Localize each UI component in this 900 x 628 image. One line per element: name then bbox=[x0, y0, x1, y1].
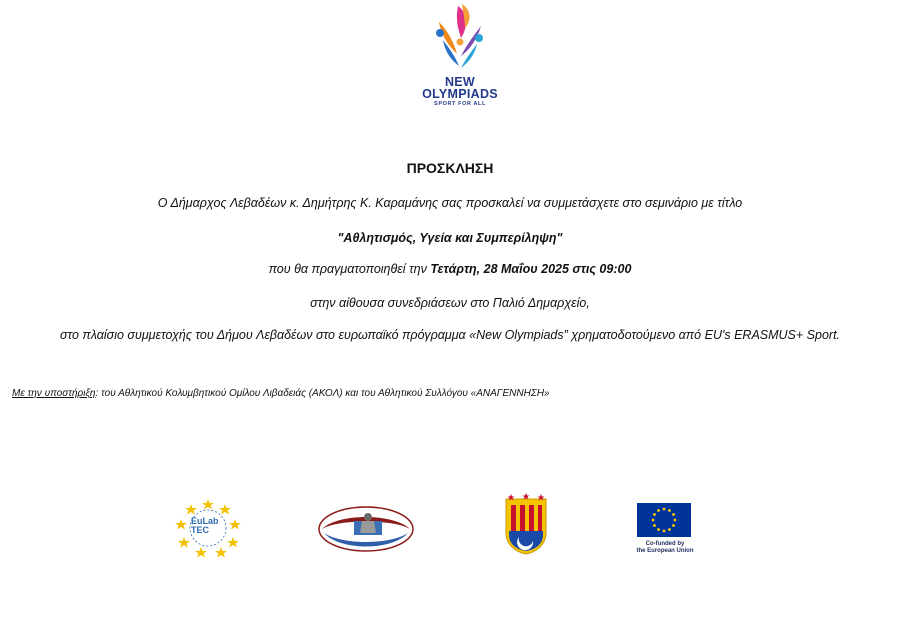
logo-name-line2: OLYMPIADS bbox=[422, 87, 498, 101]
eu-caption-line2: the European Union bbox=[636, 548, 694, 554]
eulab-tec-logo bbox=[175, 497, 241, 559]
akol-swimmer-icon bbox=[318, 505, 414, 553]
eulab-name-line2: TEC bbox=[191, 525, 209, 535]
eu-cofunded-logo bbox=[630, 503, 700, 555]
support-text: : του Αθλητικού Κολυμβητικού Ομίλου Λιβαδειάς (ΑΚΟΛ) και του Αθλητικού Συλλόγου «ΑΝΑΓΕΝΝΗΣΗ» bbox=[95, 388, 550, 399]
support-label: Με την υποστήριξη bbox=[12, 388, 96, 399]
new-olympiads-logo bbox=[405, 0, 515, 112]
logo-name-line1: NEW bbox=[444, 75, 476, 89]
support-note bbox=[12, 388, 550, 399]
invitation-title: ΠΡΟΣΚΛΗΣΗ bbox=[406, 160, 494, 176]
event-date: Τετάρτη, 28 Μαΐου 2025 στις 09:00 bbox=[430, 262, 632, 276]
municipality-crest bbox=[503, 493, 549, 555]
seminar-title: "Αθλητισμός, Υγεία και Συμπερίληψη" bbox=[337, 231, 563, 245]
event-when-prefix: που θα πραγματοποιηθεί την bbox=[268, 262, 431, 276]
event-where: στην αίθουσα συνεδριάσεων στο Παλιό Δημαρχείο, bbox=[310, 296, 590, 310]
olympiads-figure-icon bbox=[425, 0, 495, 74]
logo-tagline: SPORT FOR ALL bbox=[434, 101, 486, 107]
eu-flag-icon bbox=[637, 503, 691, 537]
invitation-intro: Ο Δήμαρχος Λεβαδέων κ. Δημήτρης Κ. Καραμάνης σας προσκαλεί να συμμετάσχετε στο σεμινάριο με τίτλο bbox=[157, 196, 743, 210]
eu-caption-line1: Co-funded by bbox=[645, 541, 685, 547]
event-when bbox=[0, 261, 900, 277]
eulab-name-line1: EuLab bbox=[191, 516, 219, 526]
event-context: στο πλαίσιο συμμετοχής του Δήμου Λεβαδέων στο ευρωπαϊκό πρόγραμμα «New Olympiads” χρηματοδοτούμενο από EU's ERASMUS+ Sport. bbox=[59, 328, 841, 342]
levadia-coat-of-arms-icon bbox=[503, 493, 549, 555]
akol-club-logo bbox=[318, 505, 414, 553]
